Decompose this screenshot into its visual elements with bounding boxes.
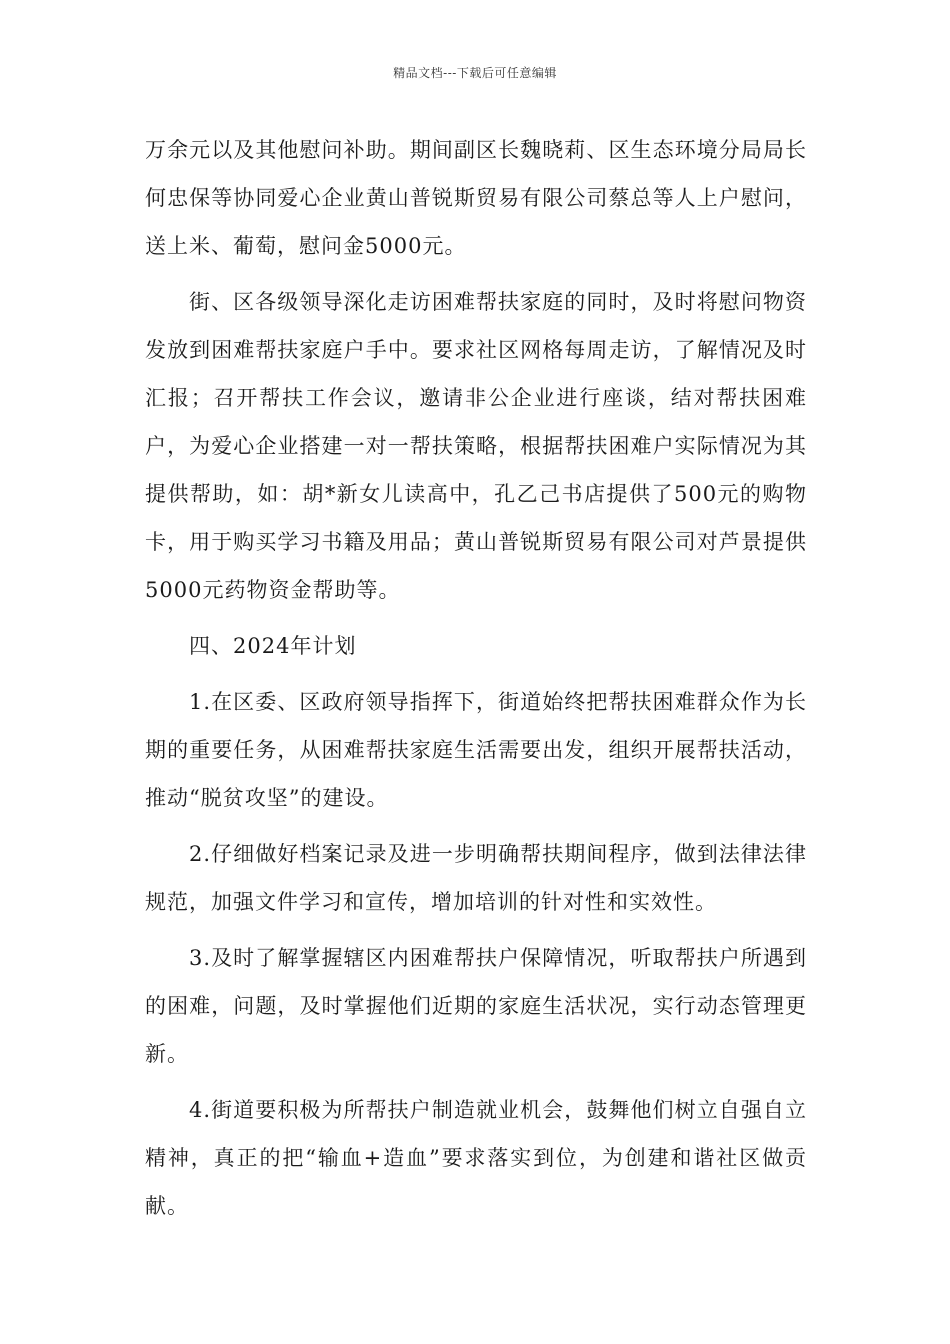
plan-item-2: 2.仔细做好档案记录及进一步明确帮扶期间程序，做到法律法律规范，加强文件学习和宣传，增加培训的针对性和实效性。 [145,842,807,914]
paragraph-visits: 街、区各级领导深化走访困难帮扶家庭的同时，及时将慰问物资发放到困难帮扶家庭户手中。要求社区网格每周走访，了解情况及时汇报；召开帮扶工作会议，邀请非公企业进行座谈，结对帮扶困难户，为爱心企业搭建一对一帮扶策略，根据帮扶困难户实际情况为其提供帮助，如：胡*新女儿读高中，孔乙己书店提供了500元的购物卡，用于购买学习书籍及用品；黄山普锐斯贸易有限公司对芦景提供5000元药物资金帮助等。 [145,290,807,602]
plan-item-3: 3.及时了解掌握辖区内困难帮扶户保障情况，听取帮扶户所遇到的困难，问题，及时掌握他们近期的家庭生活状况，实行动态管理更新。 [145,946,807,1066]
plan-item-1: 1.在区委、区政府领导指挥下，街道始终把帮扶困难群众作为长期的重要任务，从困难帮扶家庭生活需要出发，组织开展帮扶活动，推动“脱贫攻坚”的建设。 [145,690,807,810]
section-heading-plan: 四、2024年计划 [189,634,357,658]
plan-item-4: 4.街道要积极为所帮扶户制造就业机会，鼓舞他们树立自强自立精神，真正的把“输血+造血”要求落实到位，为创建和谐社区做贡献。 [145,1098,807,1218]
page-header: 精品文档---下载后可任意编辑 [393,66,557,80]
document-body [145,126,807,1238]
paragraph-continued: 万余元以及其他慰问补助。期间副区长魏晓莉、区生态环境分局局长何忠保等协同爱心企业黄山普锐斯贸易有限公司蔡总等人上户慰问，送上米、葡萄，慰问金5000元。 [145,138,807,258]
